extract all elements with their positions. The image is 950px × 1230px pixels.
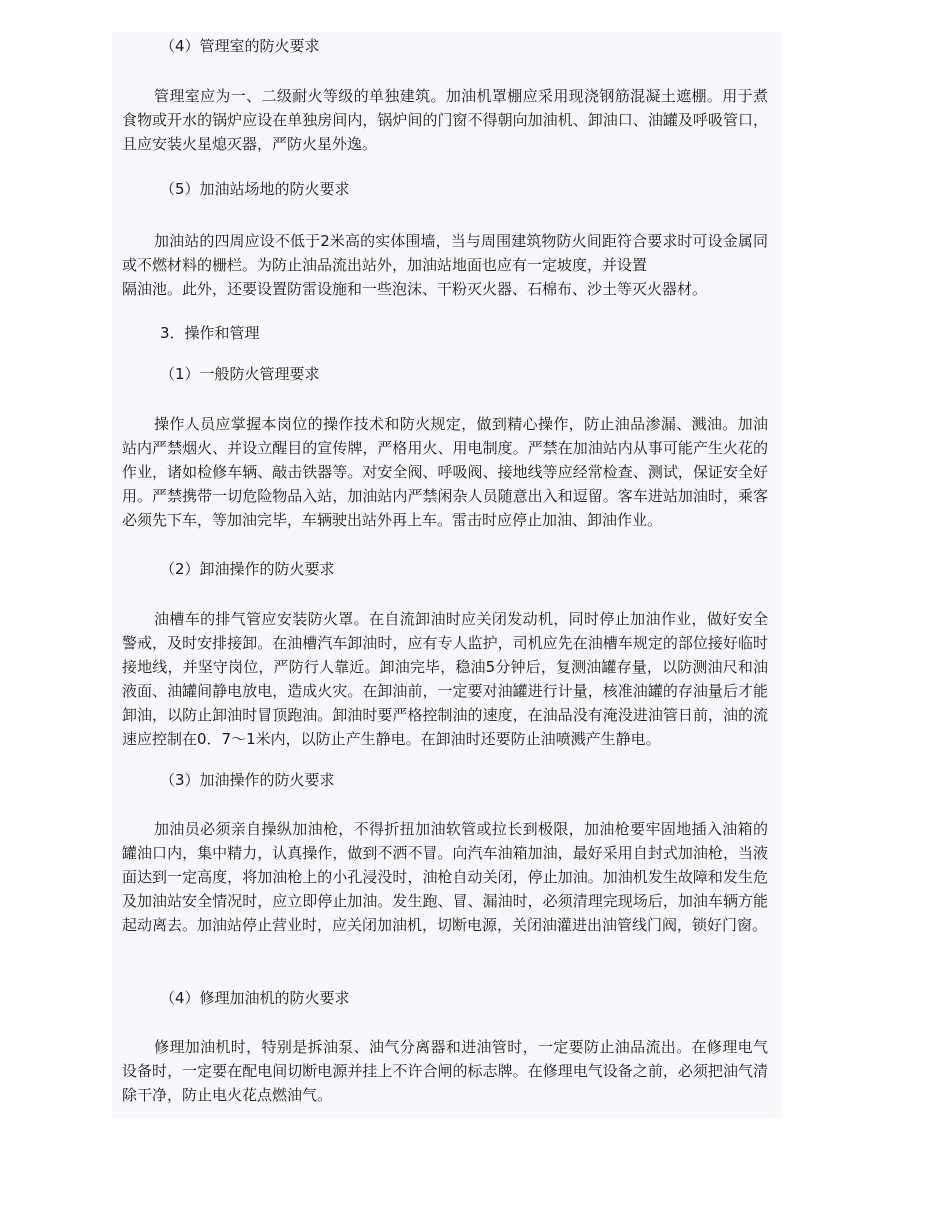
paragraph-station-site-part1: 加油站的四周应设不低于2米高的实体围墙，当与周围建筑物防火间距符合要求时可设金属同或不燃材料的栅栏。为防止油品流出站外，加油站地面也应有一定坡度，并设置 (122, 232, 768, 274)
section-heading-refueling: （3）加油操作的防火要求 (160, 771, 335, 789)
section-heading-repair: （4）修理加油机的防火要求 (160, 989, 350, 1007)
paragraph-station-site-part2: 隔油池。此外，还要设置防雷设施和一些泡沫、干粉灭火器、石棉布、沙土等灭火器材。 (122, 280, 708, 298)
chapter-heading-operation: 3．操作和管理 (160, 324, 260, 342)
paragraph-refueling: 加油员必须亲自操纵加油枪，不得折扭加油软管或拉长到极限，加油枪要牢固地插入油箱的罐油口内，集中精力，认真操作，做到不洒不冒。向汽车油箱加油，最好采用自封式加油枪，当液面达到一定高度，将加油枪上的小孔浸没时，油枪自动关闭，停止加油。加油机发生故障和发生危及加油站安全情况时，应立即停止加油。发生跑、冒、漏油时，必须清理完现场后，加油车辆方能起动离去。加油站停止营业时，应关闭加油机，切断电源，关闭油灌进出油管线门阀，锁好门窗。 (122, 820, 768, 934)
document-panel (112, 32, 782, 1118)
paragraph-repair: 修理加油机时，特别是拆油泵、油气分离器和进油管时，一定要防止油品流出。在修理电气设备时，一定要在配电间切断电源并挂上不许合闸的标志牌。在修理电气设备之前，必须把油气清除干净，防止电火花点燃油气。 (122, 1038, 768, 1104)
section-heading-unloading: （2）卸油操作的防火要求 (160, 560, 335, 578)
paragraph-general-fire: 操作人员应掌握本岗位的操作技术和防火规定，做到精心操作，防止油品渗漏、溅油。加油站内严禁烟火、并设立醒目的宣传牌，严格用火、用电制度。严禁在加油站内从事可能产生火花的作业，诸如检修车辆、敲击铁器等。对安全阀、呼吸阀、接地线等应经常检查、测试，保证安全好用。严禁携带一切危险物品入站，加油站内严禁闲杂人员随意出入和逗留。客车进站加油时，乘客必须先下车，等加油完毕，车辆驶出站外再上车。雷击时应停止加油、卸油作业。 (122, 415, 768, 529)
section-heading-station-site: （5）加油站场地的防火要求 (160, 180, 350, 198)
section-heading-management-room: （4）管理室的防火要求 (160, 37, 320, 55)
paragraph-unloading: 油槽车的排气管应安装防火罩。在自流卸油时应关闭发动机，同时停止加油作业，做好安全警戒，及时安排接卸。在油槽汽车卸油时，应有专人监护，司机应先在油槽车规定的部位接好临时接地线，并坚守岗位，严防行人靠近。卸油完毕，稳油5分钟后，复测油罐存量，以防测油尺和油液面、油罐间静电放电，造成火灾。在卸油前，一定要对油罐进行计量，核准油罐的存油量后才能卸油，以防止卸油时冒顶跑油。卸油时要严格控制油的速度，在油品没有淹没进油管日前，油的流速应控制在0．7～1米内，以防止产生静电。在卸油时还要防止油喷溅产生静电。 (122, 610, 768, 748)
section-heading-general-fire: （1）一般防火管理要求 (160, 365, 320, 383)
paragraph-management-room: 管理室应为一、二级耐火等级的单独建筑。加油机罩棚应采用现浇钢筋混凝土遮棚。用于煮食物或开水的锅炉应设在单独房间内，锅炉间的门窗不得朝向加油机、卸油口、油罐及呼吸管口，且应安装火星熄灭器，严防火星外逸。 (122, 87, 768, 153)
